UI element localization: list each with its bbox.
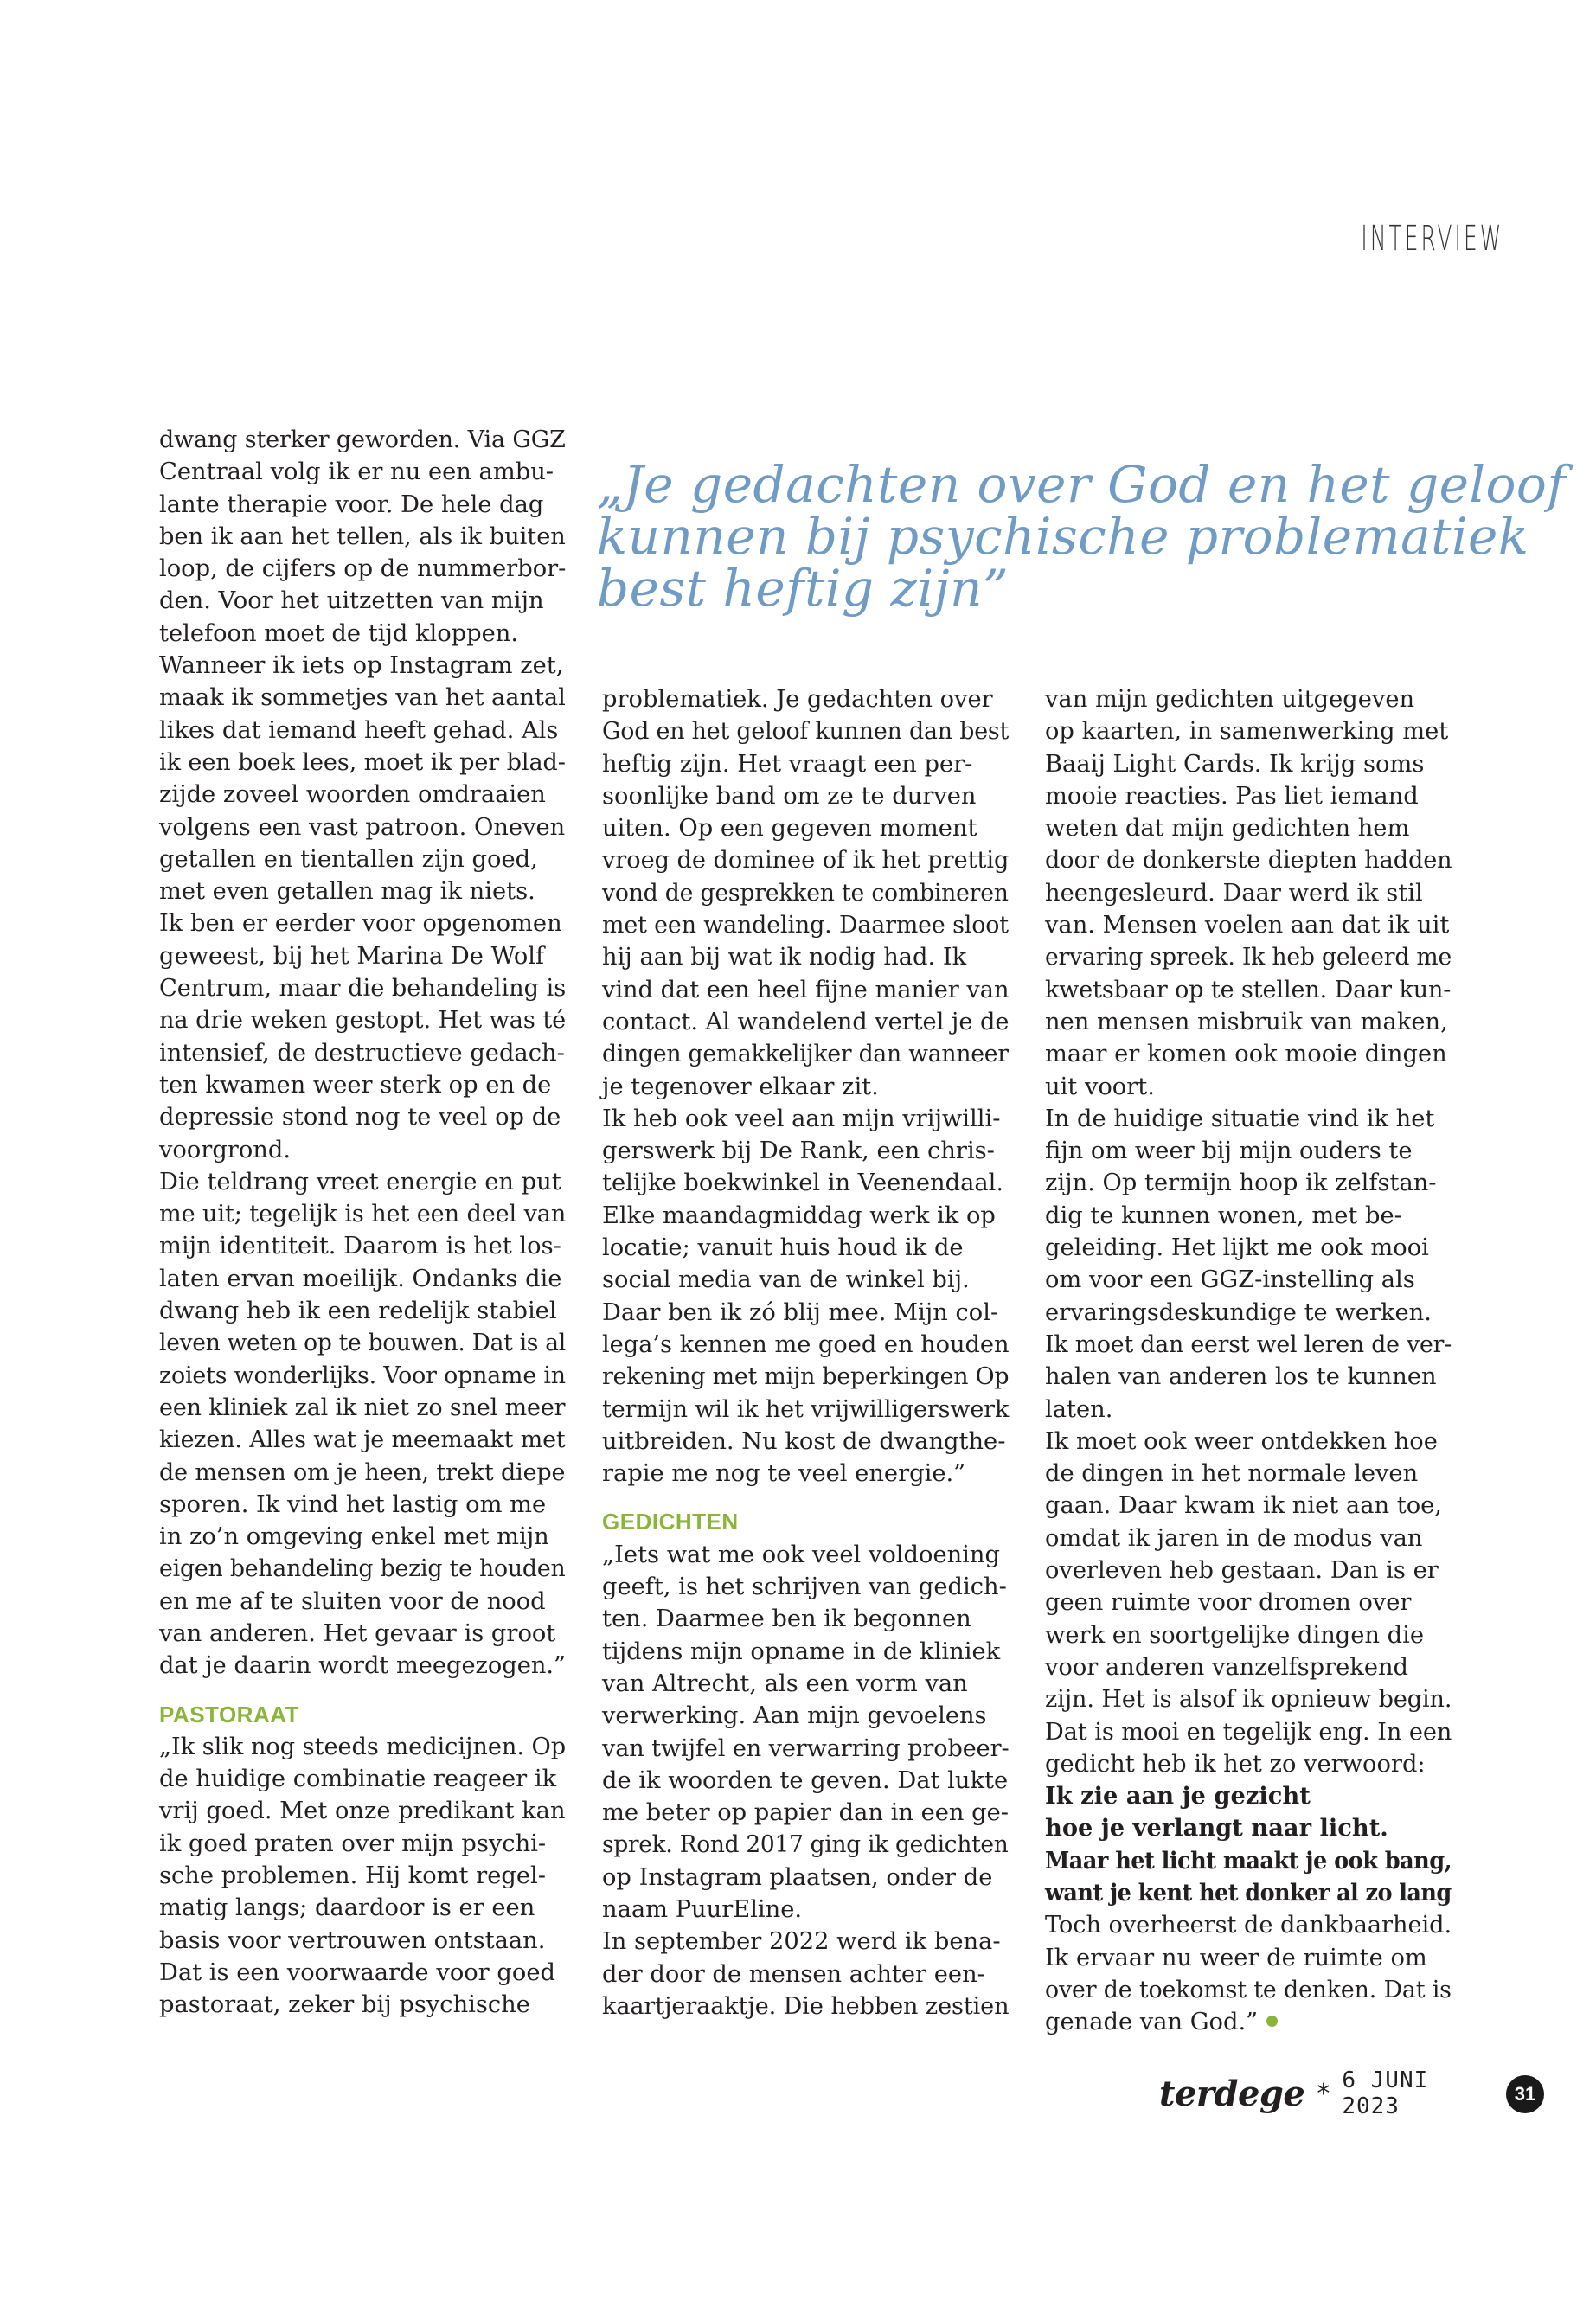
asterisk-icon: * [1317,2078,1330,2109]
text-line: door de donkerste diepten hadden [1045,847,1452,875]
column-3-body-continued [1045,1909,1452,2038]
article-column-1 [159,424,566,2022]
text-line: Baaij Light Cards. Ik krijg soms [1045,750,1425,778]
text-line: ten kwamen weer sterk op en de [159,1071,552,1099]
text-line: laten. [1045,1395,1113,1423]
text-line: ervaring spreek. Ik heb geleerd me [1045,944,1452,971]
text-line: pastoraat, zeker bij psychische [159,1991,530,2019]
text-line: Wanneer ik iets op Instagram zet, [159,652,564,680]
page-footer [1159,2067,1471,2119]
text-line: de mensen om je heen, trekt diepe [159,1458,566,1486]
text-line: geleiding. Het lijkt me ook mooi [1045,1234,1429,1262]
text-line: kwetsbaar op te stellen. Daar kun- [1045,976,1452,1003]
text-line: eigen behandeling bezig te houden [159,1555,566,1583]
text-line: ik goed praten over mijn psychi- [159,1830,547,1857]
text-line: op kaarten, in samenwerking met [1045,718,1449,746]
text-line: heengesleurd. Daar werd ik stil [1045,879,1423,907]
text-line: van mijn gedichten uitgegeven [1045,686,1415,713]
text-line: weten dat mijn gedichten hem [1045,815,1410,843]
text-line: Elke maandagmiddag werk ik op [602,1202,996,1229]
text-line: social media van de winkel bij. [602,1266,970,1294]
article-column-2 [602,683,1009,2022]
text-line: van Altrecht, als een vorm van [602,1670,968,1697]
text-line: met een wandeling. Daarmee sloot [602,912,1009,939]
text-line: hoe je verlangt naar licht. [1045,1814,1388,1843]
section-label: INTERVIEW [1361,219,1504,259]
text-line: Ik ervaar nu weer de ruimte om [1045,1944,1427,1971]
text-line: verwerking. Aan mijn gevoelens [602,1702,987,1730]
text-line: contact. Al wandelend vertel je de [602,1008,1010,1035]
text-line: me uit; tegelijk is het een deel van [159,1201,567,1228]
pull-quote-line: kunnen bij psychische problematiek [597,507,1529,566]
text-line: uitbreiden. Nu kost de dwangthe- [602,1427,1006,1455]
text-line: halen van anderen los te kunnen [1045,1363,1437,1391]
text-line: want je kent het donker al zo lang [1045,1878,1452,1907]
text-line: loop, de cijfers op de nummerbor- [159,555,567,583]
text-line: dig te kunnen wonen, met be- [1045,1202,1402,1229]
text-line: lante therapie voor. De hele dag [159,490,544,518]
article-column-3 [1045,683,1452,2038]
text-line: telefoon moet de tijd kloppen. [159,619,519,647]
text-line: overleven heb gestaan. Dan is er [1045,1557,1439,1585]
text-line: Ik heb ook veel aan mijn vrijwilli- [602,1105,1001,1132]
magazine-logo: terdege [1159,2073,1305,2114]
text-line: van twijfel en verwarring probeer- [602,1734,1010,1762]
text-line: rapie me nog te veel energie.” [602,1460,966,1488]
text-line: Dat is een voorwaarde voor goed [159,1958,555,1986]
text-line: mooie reacties. Pas liet iemand [1045,782,1419,810]
column-2-body [602,683,1009,1490]
column-3-body [1045,683,1452,1780]
text-line: intensief, de destructieve gedach- [159,1039,565,1067]
text-line: de dingen in het normale leven [1045,1460,1419,1488]
text-line: om voor een GGZ-instelling als [1045,1266,1415,1294]
text-line: soonlijke band om ze te durven [602,782,977,810]
text-line: likes dat iemand heeft gehad. Als [159,716,559,744]
text-line: sprek. Rond 2017 ging ik gedichten [602,1831,1009,1859]
text-line: van. Mensen voelen aan dat ik uit [1045,912,1450,939]
text-line: geen ruimte voor dromen over [1045,1589,1412,1617]
text-line: problematiek. Je gedachten over [602,686,993,713]
text-line: heftig zijn. Het vraagt een per- [602,750,973,778]
column-2-body-continued [602,1539,1009,2022]
text-line: gaan. Daar kwam ik niet aan toe, [1045,1492,1442,1520]
subheading-gedichten: GEDICHTEN [602,1509,739,1535]
text-line: kiezen. Alles wat je meemaakt met [159,1426,566,1454]
text-line: naam PuurEline. [602,1895,803,1923]
page-number-badge: 31 [1506,2075,1544,2113]
pull-quote-line: „Je gedachten over God en het geloof [597,455,1567,514]
text-line: geeft, is het schrijven van gedich- [602,1574,1007,1601]
text-line: sche problemen. Hij komt regel- [159,1862,546,1890]
text-line: lega’s kennen me goed en houden [602,1330,1010,1358]
text-line: over de toekomst te denken. Dat is [1045,1976,1452,2003]
text-line: mijn identiteit. Daarom is het los- [159,1233,561,1260]
text-line: vroeg de dominee of ik het prettig [602,847,1010,875]
text-line: zijn. Het is alsof ik opnieuw begin. [1045,1686,1452,1714]
text-line: dat je daarin wordt meegezogen.” [159,1652,566,1680]
text-line: ik een boek lees, moet ik per blad- [159,748,566,776]
text-line: de huidige combinatie reageer ik [159,1766,557,1793]
text-line: voorgrond. [159,1136,292,1163]
text-line: gerswerk bij De Rank, een chris- [602,1138,995,1165]
text-line: Maar het licht maakt je ook bang, [1045,1846,1452,1875]
text-line: Centrum, maar die behandeling is [159,975,567,1003]
text-line: Toch overheerst de dankbaarheid. [1045,1912,1452,1939]
text-line: een kliniek zal ik niet zo snel meer [159,1394,566,1421]
pull-quote [597,455,1567,618]
text-line: ten. Daarmee ben ik begonnen [602,1606,971,1633]
text-line: vind dat een heel fijne manier van [602,976,1010,1003]
text-line: op Instagram plaatsen, onder de [602,1863,993,1891]
text-line: Ik moet ook weer ontdekken hoe [1045,1427,1438,1455]
text-line: uiten. Op een gegeven moment [602,815,977,843]
text-line: Die teldrang vreet energie en put [159,1168,561,1195]
text-line: vond de gesprekken te combineren [602,879,1009,907]
text-line: tijdens mijn opname in de kliniek [602,1638,1001,1665]
text-line: der door de mensen achter een- [602,1960,985,1988]
column-1-body-continued [159,1731,566,2022]
text-line: omdat ik jaren in de modus van [1045,1524,1423,1552]
text-line: vrij goed. Met onze predikant kan [159,1798,566,1825]
text-line: rekening met mijn beperkingen Op [602,1363,1010,1391]
text-line: genade van God.” [1045,2006,1452,2038]
text-line: je tegenover elkaar zit. [602,1073,879,1100]
text-line: leven weten op te bouwen. Dat is al [159,1330,566,1357]
text-line: ervaringsdeskundige te werken. [1045,1298,1432,1326]
text-line: volgens een vast patroon. Oneven [159,813,566,841]
text-line: telijke boekwinkel in Veenendaal. [602,1170,1004,1197]
subheading-pastoraat: PASTORAAT [159,1701,299,1727]
text-line: voor anderen vanzelfsprekend [1045,1653,1409,1681]
text-line: Dat is mooi en tegelijk eng. In een [1045,1718,1452,1746]
text-line: hij aan bij wat ik nodig had. Ik [602,944,967,971]
text-line: laten ervan moeilijk. Ondanks die [159,1265,562,1292]
text-line: en me af te sluiten voor de nood [159,1587,546,1615]
pull-quote-line: best heftig zijn” [597,559,1010,618]
text-line: sporen. Ik vind het lastig om me [159,1490,547,1518]
text-line: Ik moet dan eerst wel leren de ver- [1045,1330,1452,1358]
text-line: matig langs; daardoor is er een [159,1894,535,1922]
text-line: zijn. Op termijn hoop ik zelfstan- [1045,1170,1437,1197]
text-line: gedicht heb ik het zo verwoord: [1045,1750,1426,1778]
text-line: met even getallen mag ik niets. [159,878,535,906]
text-line: zijde zoveel woorden omdraaien [159,781,546,809]
text-line: basis voor vertrouwen ontstaan. [159,1926,546,1954]
text-line: locatie; vanuit huis houd ik de [602,1234,964,1262]
text-line: uit voort. [1045,1073,1155,1100]
text-line: maak ik sommetjes van het aantal [159,684,566,712]
text-line: na drie weken gestopt. Het was té [159,1007,567,1035]
text-line: in zo’n omgeving enkel met mijn [159,1523,549,1551]
text-line: In de huidige situatie vind ik het [1045,1105,1435,1132]
text-line: geweest, bij het Marina De Wolf [159,942,545,970]
end-mark-icon [1266,2016,1278,2027]
text-line: In september 2022 werd ik bena- [602,1928,1001,1956]
text-line: ben ik aan het tellen, als ik buiten [159,522,566,550]
column-1-body [159,424,566,1682]
text-line: maar er komen ook mooie dingen [1045,1041,1447,1068]
text-line: dwang heb ik een redelijk stabiel [159,1298,557,1325]
issue-date: 6 JUNI 2023 [1342,2067,1429,2119]
text-line: getallen en tientallen zijn goed, [159,845,538,873]
text-line: me beter op papier dan in een ge- [602,1799,1010,1827]
text-line: Ik zie aan je gezicht [1045,1782,1311,1811]
text-line: Centraal volg ik er nu een ambu- [159,458,554,486]
text-line: Ik ben er eerder voor opgenomen [159,910,562,938]
text-line: kaartjeraaktje. Die hebben zestien [602,1992,1010,2020]
text-line: van anderen. Het gevaar is groot [159,1619,556,1647]
text-line: Daar ben ik zó blij mee. Mijn col- [602,1298,999,1326]
text-line: zoiets wonderlijks. Voor opname in [159,1362,566,1389]
text-line: God en het geloof kunnen dan best [602,718,1010,746]
text-line: „Iets wat me ook veel voldoening [602,1541,1000,1568]
text-line: dingen gemakkelijker dan wanneer [602,1041,1009,1068]
text-line: den. Voor het uitzetten van mijn [159,587,544,615]
text-line: „Ik slik nog steeds medicijnen. Op [159,1733,567,1760]
text-line: depressie stond nog te veel op de [159,1104,561,1131]
text-line: de ik woorden te geven. Dat lukte [602,1766,1009,1794]
text-line: nen mensen misbruik van maken, [1045,1008,1448,1035]
text-line: dwang sterker geworden. Via GGZ [159,426,566,453]
text-line: fijn om weer bij mijn ouders te [1045,1138,1413,1165]
text-line: termijn wil ik het vrijwilligerswerk [602,1395,1010,1423]
poem [1045,1780,1452,1909]
text-line: werk en soortgelijke dingen die [1045,1621,1425,1649]
